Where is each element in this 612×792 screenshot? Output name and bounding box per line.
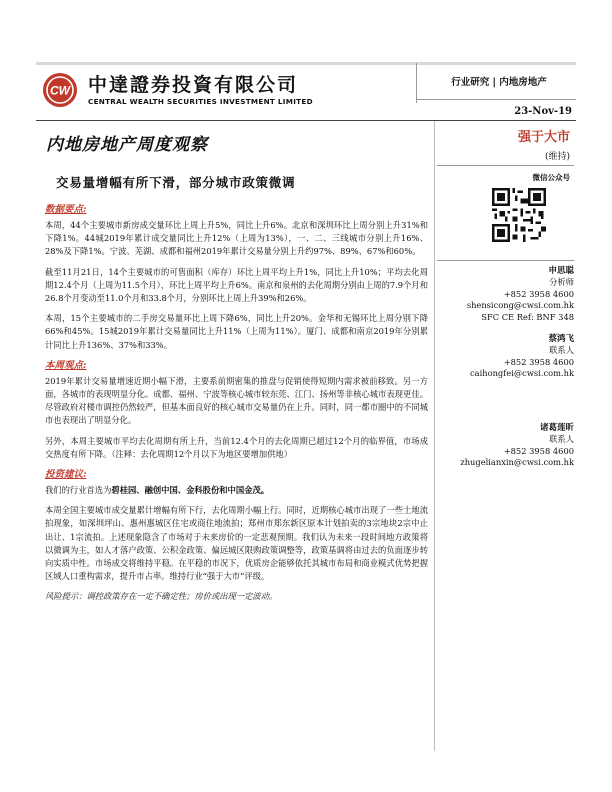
- data-points-heading: 数据要点:: [45, 204, 87, 215]
- contact-name: 诸葛莲昕: [539, 423, 574, 433]
- advice-picks-names: 碧桂园、融创中国、金科股份和中国金茂。: [111, 485, 270, 496]
- analyst-contact: [440, 266, 574, 323]
- company-name-cn: 中達證券投資有限公司: [88, 74, 299, 96]
- header-divider: [416, 63, 417, 103]
- wechat-label: 微信公众号: [532, 173, 570, 182]
- data-paragraph-3: 本周，15个主要城市的二手房交易量环比上周下降6%，同比上升20%。金华和无锡环比上周分别下降66%和45%。15城2019年累计交易量同比上升11%（上周为11%）。厦门、成都和南京2019年分别累计同比上升136%、37%和33%。: [45, 313, 428, 350]
- main-content: [45, 203, 428, 603]
- contact-email[interactable]: caihongfei@cwsi.com.hk: [470, 368, 574, 379]
- contact-phone: +852 3958 4600: [503, 445, 574, 456]
- contact-phone: +852 3958 4600: [503, 356, 574, 367]
- contact-role: 分析师: [549, 277, 574, 288]
- contact-email[interactable]: shensicong@cwsi.com.hk: [466, 300, 574, 311]
- sidebar-rule-2: [437, 260, 574, 261]
- advice-picks: [45, 484, 428, 497]
- logo-text: CW: [50, 83, 70, 98]
- data-paragraph-1: 本周，44个主要城市新房成交量环比上周上升5%，同比上升6%。北京和深圳环比上周分别上升31%和下降1%。44城2019年累计成交量同比上升12%（上周为13%），一、二、三线城市分别上升16%、28%及下降1%。宁波、芜湖、成都和福州2019年累计交易量分别上升约97%、89%、67%和60%。: [45, 220, 428, 257]
- contact-3: [440, 423, 574, 469]
- contact-role: 联系人: [549, 434, 574, 445]
- main-rule: [36, 120, 576, 121]
- rating-status: (维持): [544, 152, 570, 162]
- views-paragraph-1: 2019年累计交易量增速近期小幅下滑，主要系前期密集的推盘与促销使得短期内需求被前移致。另一方面，各城市的表现明显分化。成都、福州、宁波等核心城市较东莞、江门、扬州等非核心城市表现更佳。尽管政府对楼市调控仍然较严，但基本面良好的核心城市交易量仍在上升。同时，同一都市圈中的不同城市也表现出了明显分化。: [45, 375, 428, 426]
- sidebar-rule: [437, 165, 574, 166]
- contact-name: 申思聪: [548, 266, 574, 276]
- views-paragraph-2: 另外，本周主要城市平均去化周期有所上升，当前12.4个月的去化周期已超过12个月的临界值，市场成交热度有所下降。（注释：去化周期12个月以下为地区要增加供地）: [45, 435, 428, 459]
- header-top-rule: [36, 62, 576, 65]
- rating: 强于大市: [517, 130, 570, 145]
- contact-role: 联系人: [549, 345, 574, 356]
- views-heading: 本周观点:: [45, 359, 87, 371]
- column-divider: [434, 121, 435, 751]
- risk-warning: 风险提示：调控政策存在一定不确定性；房价或出现一定波动。: [45, 591, 278, 602]
- qr-code-icon[interactable]: [492, 188, 546, 242]
- contact-email[interactable]: zhugelianxin@cwsi.com.hk: [460, 457, 574, 468]
- report-date: 23-Nov-19: [514, 106, 572, 117]
- report-category: 行业研究 | 内地房地产: [451, 77, 547, 88]
- report-subtitle: 交易量增幅有所下滑，部分城市政策微调: [56, 175, 296, 190]
- advice-heading: 投资建议:: [45, 469, 87, 481]
- contact-ref: SFC CE Ref: BNF 348: [481, 311, 574, 322]
- header-rule: [416, 99, 576, 100]
- advice-picks-prefix: 我们的行业首选为: [45, 485, 112, 496]
- contact-phone: +852 3958 4600: [503, 288, 574, 299]
- contact-name: 蔡鸿飞: [548, 334, 574, 344]
- report-title: 内地房地产周度观察: [46, 135, 208, 155]
- advice-paragraph: 本周全国主要城市成交量累计增幅有所下行，去化周期小幅上行。同时，近期核心城市出现了一些土地流拍现象，如深圳坪山、惠州惠城区住宅或商住地流拍；郑州市郑东新区原本计划拍卖的3宗地块2宗中止出让、1宗流拍。上述现象隐含了市场对于未来房价的一定悲观预期。我们认为未来一段时间地方政策将以微调为主，如人才落户政策、公积金政策、偏远城区限购政策调整等，政策基调将由过去的负面逐步转向实质中性。市场成交将维持平稳。在平稳的市况下，优质房企能够依托其城市布局和商业模式优势把握区域人口重构需求，提升市占率。维持行业“强于大市”评级。: [45, 505, 428, 582]
- company-logo: [42, 72, 78, 108]
- contact-2: [440, 334, 574, 380]
- data-paragraph-2: 截至11月21日，14个主要城市的可售面积（库存）环比上周平均上升1%，同比上升10%；平均去化周期12.4个月（上周为11.5个月），环比上周平均上升6%。南京和泉州的去化周期分别由上周的7.9个月和26.8个月变动至11.0个月和33.8个月，分别环比上周上升39%和26%。: [45, 266, 428, 304]
- company-name-en: CENTRAL WEALTH SECURITIES INVESTMENT LIMITED: [88, 97, 313, 106]
